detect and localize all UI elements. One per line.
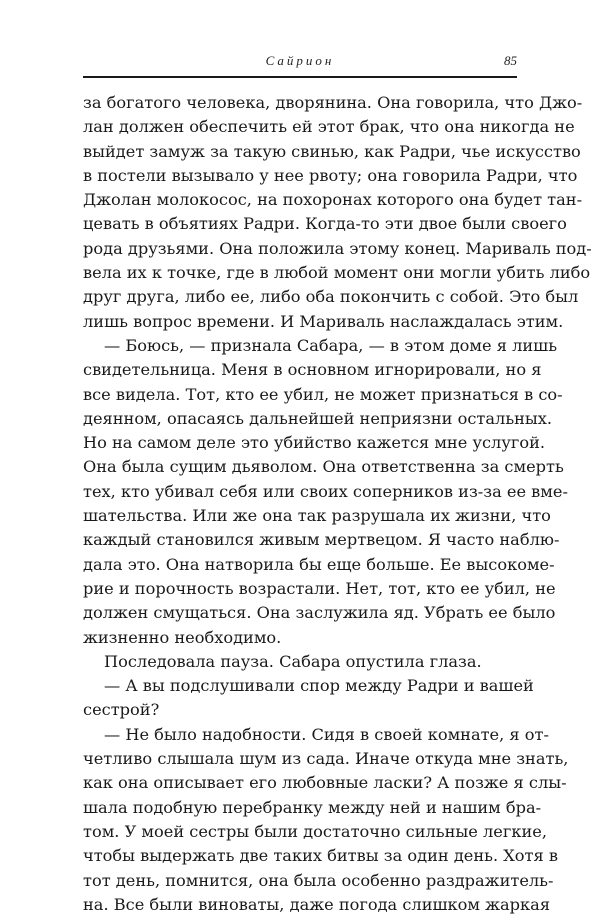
text-line: дала это. Она натворила бы еще больше. Ее высокоме- xyxy=(83,554,555,574)
text-line: лишь вопрос времени. И Маривaль наслаждалась этим. xyxy=(83,311,564,331)
text-line: сестрой? xyxy=(83,700,160,720)
text-line: должен смущаться. Она заслужила яд. Убрать ее было xyxy=(83,603,556,623)
text-line: Но на самом деле это убийство кажется мне услугой. xyxy=(83,433,546,453)
text-line: выйдет замуж за такую свинью, как Радри, чье искусство xyxy=(83,141,581,161)
text-line: вела их к точке, где в любой момент они могли убить либо xyxy=(83,263,591,283)
running-title: Сайрион xyxy=(265,53,335,68)
text-line: деянном, опасаясь дальнейшей неприязни остальных. xyxy=(83,408,553,428)
text-line: тот день, помнится, она была особенно раздражитель- xyxy=(83,870,554,890)
text-line: Джолан молокосос, на похоронах которого она будет тан- xyxy=(83,190,583,210)
text-line: рие и порочность возрастали. Нет, тот, кто ее убил, не xyxy=(83,578,556,598)
text-line: рода друзьями. Она положила этому конец. Маривaль под- xyxy=(83,238,592,258)
text-line: Она была сущим дьяволом. Она ответственна за смерть xyxy=(83,457,564,477)
text-line: тех, кто убивал себя или своих соперников из-за ее вме- xyxy=(83,481,568,501)
text-line: свидетельница. Меня в основном игнорировали, но я xyxy=(83,360,542,380)
text-line: все видела. Тот, кто ее убил, не может признаться в со- xyxy=(83,384,563,404)
text-line: — Не было надобности. Сидя в своей комнате, я от- xyxy=(104,724,549,744)
text-line: жизненно необходимо. xyxy=(83,627,282,647)
text-line: шательства. Или же она так разрушала их жизни, что xyxy=(83,506,551,526)
text-line: Последовала пауза. Сабара опустила глаза. xyxy=(104,651,482,671)
page-header xyxy=(83,53,517,75)
text-line: том. У моей сестры были достаточно сильные легкие, xyxy=(83,821,547,841)
header-rule xyxy=(83,76,517,78)
text-line: как она описывает его любовные ласки? А позже я слы- xyxy=(83,773,567,793)
text-line: лан должен обеспечить ей этот брак, что она никогда не xyxy=(83,117,575,137)
text-line: четливо слышала шум из сада. Иначе откуда мне знать, xyxy=(83,749,569,769)
text-line: в постели вызывало у нее рвоту; она говорила Радри, что xyxy=(83,165,578,185)
text-line: каждый становился живым мертвецом. Я часто наблю- xyxy=(83,530,560,550)
text-line: — Боюсь, — признала Сабара, — в этом доме я лишь xyxy=(104,335,558,355)
text-line: — А вы подслушивали спор между Радри и вашей xyxy=(104,676,534,696)
text-line: шала подобную перебранку между ней и нашим бра- xyxy=(83,797,542,817)
text-line: друг друга, либо ее, либо оба покончить с собой. Это был xyxy=(83,287,579,307)
body-text xyxy=(83,91,592,917)
page-number: 85 xyxy=(504,53,517,68)
text-line: чтобы выдержать две таких битвы за один день. Хотя в xyxy=(83,846,558,866)
text-line: на. Все были виноваты, даже погода слишком жаркая xyxy=(83,894,551,914)
text-line: за богатого человека, дворянина. Она говорила, что Джо- xyxy=(83,93,583,112)
text-line: цевать в объятиях Радри. Когда-то эти двое были своего xyxy=(83,214,567,234)
